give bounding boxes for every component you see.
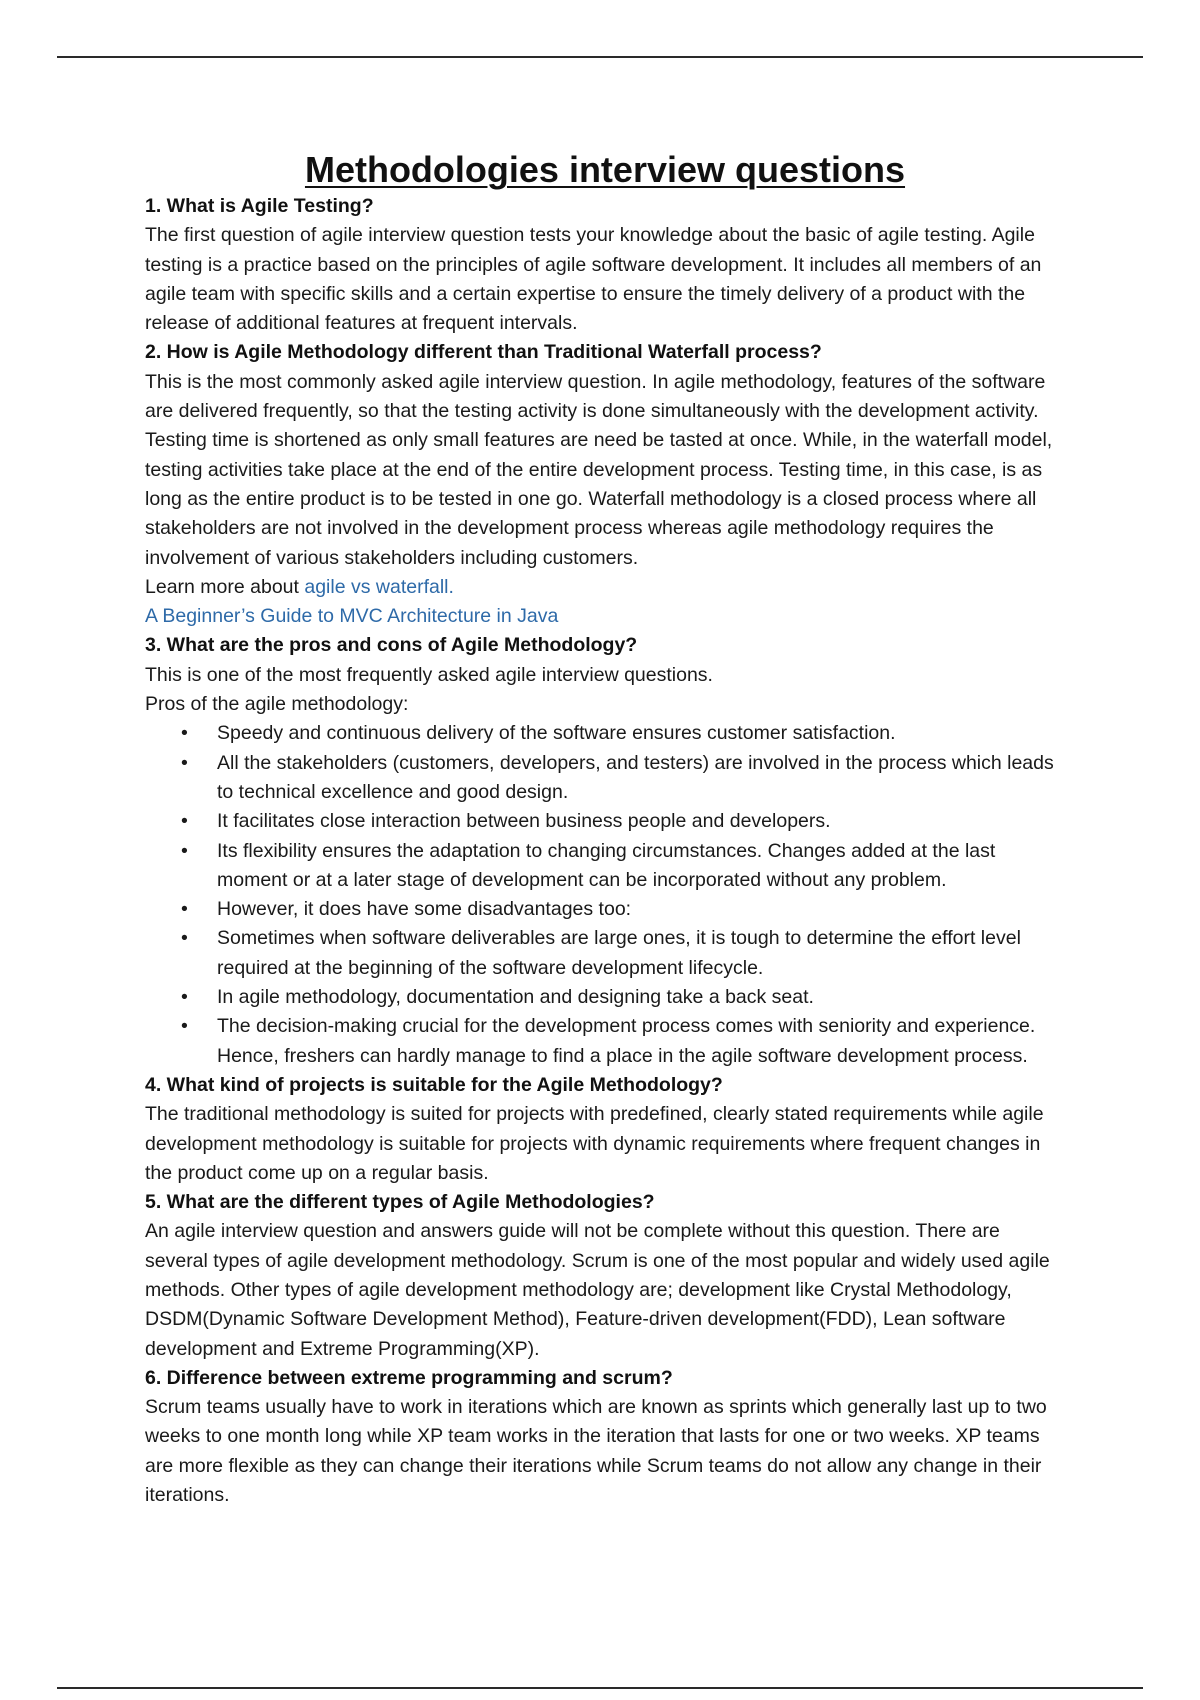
bullet-icon: •	[181, 1015, 188, 1038]
list-item	[181, 837, 1065, 896]
list-item-text: The decision-making crucial for the development process comes with seniority and experience. Hence, freshers can hardly manage to find a place in the agile software development process.	[217, 1015, 1036, 1067]
header-rule	[57, 56, 1143, 58]
list-item-text: In agile methodology, documentation and designing take a back seat.	[217, 986, 814, 1009]
question-5-answer: An agile interview question and answers guide will not be complete without this question. There are several types of agile development methodology. Scrum is one of the most popular and widely used agile methods. Other types of agile development methodology are; development like Crystal Methodology, DSDM(Dynamic Software Development Method), Feature-driven development(FDD), Lean software development and Extreme Programming(XP).	[145, 1220, 1050, 1360]
agile-vs-waterfall-link[interactable]: agile vs waterfall.	[304, 575, 454, 598]
question-2-answer: This is the most commonly asked agile interview question. In agile methodology, features of the software are delivered frequently, so that the testing activity is done simultaneously with the development activity. Testing time is shortened as only small features are need be tasted at once. While, in the waterfall model, testing activities take place at the end of the entire development process. Testing time, in this case, is as long as the entire product is to be tested in one go. Waterfall methodology is a closed process where all stakeholders are not involved in the development process whereas agile methodology requires the involvement of various stakeholders including customers.	[145, 370, 1053, 569]
mvc-guide-line	[145, 602, 1065, 631]
question-5-heading: 5. What are the different types of Agile Methodologies?	[145, 1191, 655, 1214]
bullet-icon: •	[181, 986, 188, 1009]
question-3-intro: This is one of the most frequently asked agile interview questions.	[145, 663, 713, 686]
list-item-text: All the stakeholders (customers, developers, and testers) are involved in the process which leads to technical excellence and good design.	[217, 751, 1054, 803]
question-1-heading: 1. What is Agile Testing?	[145, 195, 374, 217]
list-item-text: Speedy and continuous delivery of the software ensures customer satisfaction.	[217, 722, 896, 745]
list-item	[181, 895, 1065, 924]
list-item	[181, 924, 1065, 983]
list-item-text: Sometimes when software deliverables are large ones, it is tough to determine the effort level required at the beginning of the software development lifecycle.	[217, 927, 1021, 979]
bullet-icon: •	[181, 898, 188, 921]
list-item	[181, 749, 1065, 808]
bullet-icon: •	[181, 927, 188, 950]
learn-more-prefix: Learn more about	[145, 575, 305, 598]
footer-rule	[57, 1687, 1143, 1689]
page-title: Methodologies interview questions	[304, 149, 906, 190]
question-6-heading: 6. Difference between extreme programming and scrum?	[145, 1366, 673, 1389]
bullet-icon: •	[181, 810, 188, 833]
pros-label: Pros of the agile methodology:	[145, 693, 409, 716]
list-item-text: Its flexibility ensures the adaptation to changing circumstances. Changes added at the last moment or at a later stage of development can be incorporated without any problem.	[217, 839, 996, 891]
question-3-heading: 3. What are the pros and cons of Agile Methodology?	[145, 634, 638, 657]
pros-cons-list	[145, 719, 1065, 1071]
document-body	[145, 145, 1065, 1510]
list-item-text: It facilitates close interaction between business people and developers.	[217, 810, 831, 833]
mvc-guide-link[interactable]: A Beginner’s Guide to MVC Architecture in Java	[145, 605, 559, 628]
bullet-icon: •	[181, 751, 188, 774]
list-item	[181, 1012, 1065, 1071]
question-4-answer: The traditional methodology is suited for projects with predefined, clearly stated requirements while agile development methodology is suitable for projects with dynamic requirements where frequent changes in the product come up on a regular basis.	[145, 1103, 1044, 1184]
question-2-heading: 2. How is Agile Methodology different than Traditional Waterfall process?	[145, 341, 822, 364]
question-1-answer: The first question of agile interview question tests your knowledge about the basic of agile testing. Agile testing is a practice based on the principles of agile software development. It includes all members of an agile team with specific skills and a certain expertise to ensure the timely delivery of a product with the release of additional features at frequent intervals.	[145, 224, 1042, 335]
list-item	[181, 807, 1065, 836]
learn-more-line	[145, 573, 1065, 602]
bullet-icon: •	[181, 722, 188, 745]
list-item	[181, 719, 1065, 748]
question-6-answer: Scrum teams usually have to work in iterations which are known as sprints which generally last up to two weeks to one month long while XP team works in the iteration that lasts for one or two weeks. XP teams are more flexible as they can change their iterations while Scrum teams do not allow any change in their iterations.	[145, 1396, 1047, 1507]
list-item	[181, 983, 1065, 1012]
question-4-heading: 4. What kind of projects is suitable for the Agile Methodology?	[145, 1073, 723, 1096]
list-item-text: However, it does have some disadvantages too:	[217, 898, 632, 921]
bullet-icon: •	[181, 839, 188, 862]
